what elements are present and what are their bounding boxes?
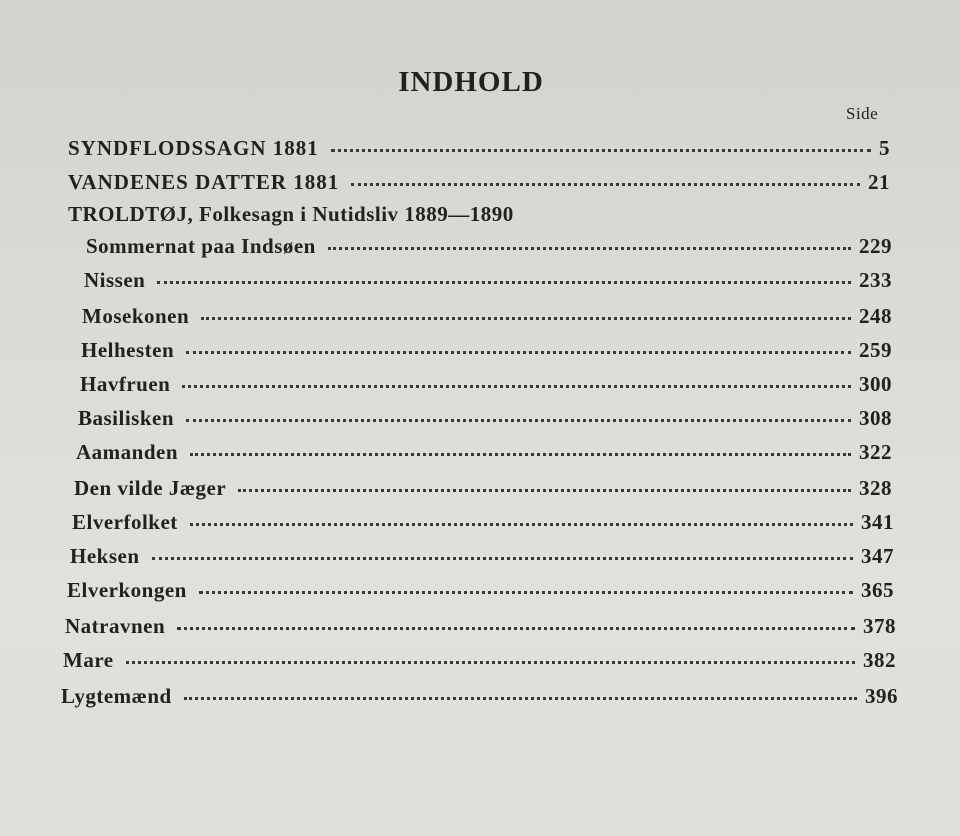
toc-entry-title: Havfruen [80,372,171,396]
toc-entry-page: 21 [868,170,890,194]
toc-entry-title: Heksen [70,544,140,568]
toc-entry-page: 382 [863,648,896,672]
toc-entry-title: Aamanden [76,440,179,464]
toc-entry-title: Natravnen [65,614,166,638]
toc-sub-entry [81,338,892,368]
dot-leader [199,591,853,594]
toc-entry-page: 229 [859,234,892,258]
toc-entry-title: Sommernat paa Indsøen [86,234,316,258]
toc-entry-page: 365 [861,578,894,602]
dot-leader [201,317,851,320]
toc-entry-title: Elverfolket [72,510,178,534]
toc-entry-title: Lygtemænd [61,684,172,708]
toc-sub-entry [72,510,894,540]
toc-sub-entry [84,268,892,298]
dot-leader [126,661,855,664]
toc-sub-entry [76,440,892,470]
toc-entry-title: Den vilde Jæger [74,476,227,500]
toc-entry [68,136,890,166]
toc-entry-page: 308 [859,406,892,430]
toc-entry-page: 233 [859,268,892,292]
toc-entry-title: Basilisken [78,406,175,430]
toc-entry-title: Mosekonen [82,304,190,328]
dot-leader [190,453,851,456]
toc-entry-page: 396 [865,684,898,708]
toc-sub-entry [82,304,892,334]
dot-leader [351,183,860,186]
dot-leader [238,489,851,492]
dot-leader [328,247,851,250]
dot-leader [177,627,855,630]
dot-leader [182,385,851,388]
dot-leader [190,523,853,526]
toc-entry-page: 378 [863,614,896,638]
toc-sub-entry [61,684,898,714]
dot-leader [152,557,853,560]
dot-leader [186,419,851,422]
page-title: INDHOLD [398,66,544,98]
toc-entry-page: 322 [859,440,892,464]
toc-entry-title: Helhesten [81,338,175,362]
toc-sub-entry [80,372,892,402]
toc-sub-entry [70,544,894,574]
dot-leader [157,281,851,284]
section-heading: TROLDTØJ, Folkesagn i Nutidsliv 1889—1890 [68,202,514,226]
dot-leader [184,697,857,700]
dot-leader [186,351,851,354]
toc-entry-title: Mare [63,648,114,672]
toc-sub-entry [78,406,892,436]
toc-sub-entry [65,614,896,644]
toc-entry-title: Nissen [84,268,146,292]
toc-entry [68,170,890,200]
toc-entry-title: SYNDFLODSSAGN 1881 [68,136,319,160]
toc-entry-page: 248 [859,304,892,328]
toc-entry-page: 259 [859,338,892,362]
toc-entry-page: 328 [859,476,892,500]
toc-sub-entry [74,476,892,506]
toc-entry-page: 341 [861,510,894,534]
page-column-label: Side [846,104,879,123]
toc-entry-title: Elverkongen [67,578,187,602]
toc-entry-page: 300 [859,372,892,396]
toc-entry-page: 347 [861,544,894,568]
dot-leader [331,149,871,152]
toc-sub-entry [86,234,892,264]
toc-entry-title: VANDENES DATTER 1881 [68,170,340,194]
toc-sub-entry [67,578,894,608]
toc-sub-entry [63,648,896,678]
toc-entry-page: 5 [879,136,890,160]
